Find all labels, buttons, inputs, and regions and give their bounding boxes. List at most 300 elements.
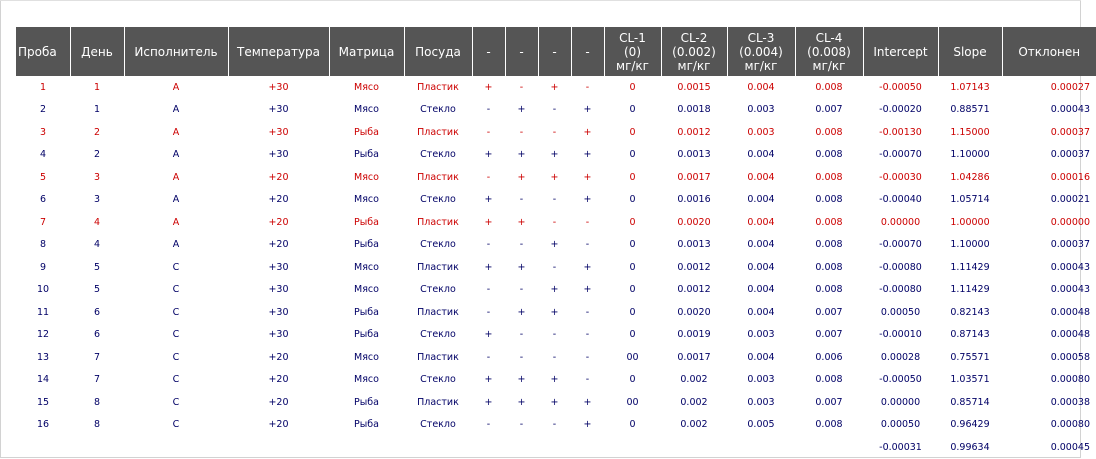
summary-cell-slope: 0.99634 xyxy=(950,441,990,453)
cell-factor-1: - xyxy=(486,104,491,116)
cell-cl-3: 0.004 xyxy=(747,239,775,251)
summary-cell-factor-3 xyxy=(538,436,571,459)
cell-factor-4: + xyxy=(583,171,592,183)
cell-vessel: Пластик xyxy=(417,171,459,183)
cell-deviation: 0.00038 xyxy=(1050,396,1090,408)
cell-factor-3: - xyxy=(552,261,557,273)
cell-cl-3: 0.004 xyxy=(747,351,775,363)
table-row xyxy=(16,234,1096,257)
cell-operator: A xyxy=(172,239,180,251)
cell-sample: 13 xyxy=(36,351,50,363)
cell-cl-3: 0.003 xyxy=(747,104,775,116)
cell-cl-4: 0.008 xyxy=(815,284,843,296)
cell-deviation: 0.00021 xyxy=(1050,194,1090,206)
col-header-cl-2: CL-2 (0.002) мг/кг xyxy=(661,27,727,76)
summary-cell-day xyxy=(70,436,124,459)
cell-day: 2 xyxy=(93,126,101,138)
cell-deviation: 0.00037 xyxy=(1050,149,1090,161)
cell-slope: 1.05714 xyxy=(950,194,990,206)
cell-cl-2: 0.002 xyxy=(680,374,708,386)
summary-cell-cl-3 xyxy=(727,436,795,459)
col-header-sample: Проба xyxy=(16,27,70,76)
cell-factor-2: + xyxy=(517,306,526,318)
cell-factor-4: + xyxy=(583,396,592,408)
cell-matrix: Мясо xyxy=(354,374,379,386)
cell-slope: 1.10000 xyxy=(950,149,990,161)
cell-cl-4: 0.007 xyxy=(815,396,843,408)
table-row xyxy=(16,414,1096,437)
cell-matrix: Мясо xyxy=(354,194,379,206)
cell-cl-4: 0.008 xyxy=(815,194,843,206)
cell-cl-3: 0.003 xyxy=(747,374,775,386)
cell-cl-1: 0 xyxy=(629,104,636,116)
cell-matrix: Мясо xyxy=(354,351,379,363)
cell-intercept: -0.00030 xyxy=(879,171,922,183)
cell-factor-4: - xyxy=(585,351,590,363)
cell-cl-2: 0.0018 xyxy=(677,104,711,116)
cell-matrix: Рыба xyxy=(354,126,379,138)
cell-day: 5 xyxy=(93,284,101,296)
cell-factor-2: - xyxy=(519,81,524,93)
cell-deviation: 0.00043 xyxy=(1050,284,1090,296)
cell-sample: 12 xyxy=(36,329,50,341)
cell-deviation: 0.00000 xyxy=(1050,216,1090,228)
cell-cl-4: 0.008 xyxy=(815,419,843,431)
cell-vessel: Пластик xyxy=(417,306,459,318)
cell-intercept: 0.00028 xyxy=(880,351,921,363)
cell-deviation: 0.00048 xyxy=(1050,329,1090,341)
cell-operator: C xyxy=(172,306,180,318)
cell-factor-4: - xyxy=(585,329,590,341)
col-header-factor-4: - xyxy=(571,27,604,76)
cell-sample: 3 xyxy=(39,126,47,138)
cell-slope: 1.15000 xyxy=(950,126,990,138)
cell-factor-3: - xyxy=(552,329,557,341)
summary-cell-deviation: 0.00045 xyxy=(1050,441,1090,453)
cell-intercept: -0.00070 xyxy=(879,149,922,161)
cell-factor-3: + xyxy=(550,171,559,183)
cell-cl-2: 0.0012 xyxy=(677,284,711,296)
cell-deviation: 0.00043 xyxy=(1050,261,1090,273)
cell-factor-3: - xyxy=(552,194,557,206)
cell-cl-1: 00 xyxy=(626,351,639,363)
table-header-row xyxy=(16,27,1096,76)
table-row xyxy=(16,144,1096,167)
cell-sample: 11 xyxy=(36,306,50,318)
cell-cl-3: 0.004 xyxy=(747,81,775,93)
cell-slope: 0.96429 xyxy=(950,419,990,431)
table-row xyxy=(16,99,1096,122)
cell-slope: 1.04286 xyxy=(950,171,990,183)
cell-factor-3: - xyxy=(552,419,557,431)
cell-intercept: 0.00000 xyxy=(880,396,921,408)
cell-factor-1: + xyxy=(484,216,493,228)
cell-sample: 16 xyxy=(36,419,50,431)
cell-vessel: Пластик xyxy=(417,216,459,228)
cell-operator: A xyxy=(172,216,180,228)
cell-intercept: -0.00070 xyxy=(879,239,922,251)
cell-day: 7 xyxy=(93,374,101,386)
cell-temperature: +20 xyxy=(268,171,289,183)
cell-cl-4: 0.008 xyxy=(815,171,843,183)
cell-cl-2: 0.0015 xyxy=(677,81,711,93)
cell-deviation: 0.00043 xyxy=(1050,104,1090,116)
cell-slope: 1.11429 xyxy=(950,261,990,273)
cell-temperature: +30 xyxy=(268,126,289,138)
table-row xyxy=(16,324,1096,347)
cell-factor-4: + xyxy=(583,261,592,273)
cell-cl-2: 0.0013 xyxy=(677,149,711,161)
cell-deviation: 0.00058 xyxy=(1050,351,1090,363)
cell-cl-4: 0.007 xyxy=(815,306,843,318)
cell-factor-1: - xyxy=(486,171,491,183)
col-header-intercept: Intercept xyxy=(863,27,938,76)
cell-cl-2: 0.0016 xyxy=(677,194,711,206)
cell-cl-2: 0.0017 xyxy=(677,171,711,183)
cell-intercept: -0.00080 xyxy=(879,284,922,296)
cell-cl-1: 0 xyxy=(629,81,636,93)
cell-day: 6 xyxy=(93,306,101,318)
cell-cl-1: 0 xyxy=(629,149,636,161)
cell-intercept: -0.00050 xyxy=(879,81,922,93)
cell-sample: 5 xyxy=(39,171,47,183)
cell-factor-3: + xyxy=(550,81,559,93)
cell-day: 7 xyxy=(93,351,101,363)
cell-cl-3: 0.004 xyxy=(747,306,775,318)
cell-sample: 9 xyxy=(39,261,47,273)
summary-row xyxy=(16,436,1096,459)
summary-cell-factor-4 xyxy=(571,436,604,459)
cell-deviation: 0.00027 xyxy=(1050,81,1090,93)
cell-slope: 0.85714 xyxy=(950,396,990,408)
cell-day: 1 xyxy=(93,104,101,116)
cell-deviation: 0.00080 xyxy=(1050,374,1090,386)
cell-cl-1: 0 xyxy=(629,239,636,251)
cell-factor-3: - xyxy=(552,216,557,228)
cell-factor-2: + xyxy=(517,396,526,408)
cell-factor-2: + xyxy=(517,261,526,273)
cell-cl-4: 0.008 xyxy=(815,126,843,138)
cell-vessel: Стекло xyxy=(420,194,456,206)
cell-cl-1: 0 xyxy=(629,261,636,273)
cell-sample: 6 xyxy=(39,194,47,206)
summary-cell-cl-1 xyxy=(604,436,661,459)
cell-operator: A xyxy=(172,149,180,161)
cell-intercept: 0.00000 xyxy=(880,216,921,228)
cell-factor-4: - xyxy=(585,239,590,251)
cell-temperature: +20 xyxy=(268,374,289,386)
cell-vessel: Стекло xyxy=(420,104,456,116)
cell-cl-2: 0.0012 xyxy=(677,261,711,273)
cell-factor-1: + xyxy=(484,261,493,273)
cell-matrix: Мясо xyxy=(354,261,379,273)
cell-cl-3: 0.003 xyxy=(747,329,775,341)
cell-factor-4: - xyxy=(585,216,590,228)
cell-factor-1: - xyxy=(486,351,491,363)
cell-vessel: Пластик xyxy=(417,81,459,93)
cell-intercept: -0.00130 xyxy=(879,126,922,138)
cell-matrix: Рыба xyxy=(354,329,379,341)
table-row xyxy=(16,301,1096,324)
cell-cl-4: 0.007 xyxy=(815,329,843,341)
cell-factor-1: - xyxy=(486,284,491,296)
cell-cl-1: 0 xyxy=(629,194,636,206)
summary-cell-temperature xyxy=(228,436,329,459)
table-row xyxy=(16,346,1096,369)
cell-slope: 1.03571 xyxy=(950,374,990,386)
col-header-factor-3: - xyxy=(538,27,571,76)
cell-cl-1: 0 xyxy=(629,171,636,183)
cell-operator: A xyxy=(172,194,180,206)
cell-factor-2: + xyxy=(517,149,526,161)
cell-factor-1: + xyxy=(484,374,493,386)
cell-deviation: 0.00037 xyxy=(1050,126,1090,138)
table-row xyxy=(16,211,1096,234)
cell-vessel: Пластик xyxy=(417,396,459,408)
cell-intercept: 0.00050 xyxy=(880,306,921,318)
cell-factor-2: - xyxy=(519,419,524,431)
cell-factor-4: + xyxy=(583,194,592,206)
summary-cell-matrix xyxy=(329,436,404,459)
summary-cell-cl-2 xyxy=(661,436,727,459)
cell-cl-4: 0.008 xyxy=(815,81,843,93)
cell-deviation: 0.00080 xyxy=(1050,419,1090,431)
summary-cell-factor-1 xyxy=(472,436,505,459)
cell-factor-1: + xyxy=(484,194,493,206)
top-divider xyxy=(0,0,1081,1)
table-row xyxy=(16,256,1096,279)
cell-cl-2: 0.002 xyxy=(680,396,708,408)
cell-operator: C xyxy=(172,261,180,273)
cell-slope: 1.00000 xyxy=(950,216,990,228)
cell-cl-2: 0.0019 xyxy=(677,329,711,341)
table-row xyxy=(16,76,1096,99)
cell-cl-3: 0.004 xyxy=(747,171,775,183)
cell-intercept: -0.00020 xyxy=(879,104,922,116)
col-header-cl-3: CL-3 (0.004) мг/кг xyxy=(727,27,795,76)
cell-temperature: +30 xyxy=(268,306,289,318)
cell-temperature: +30 xyxy=(268,329,289,341)
cell-factor-1: - xyxy=(486,306,491,318)
cell-factor-4: + xyxy=(583,149,592,161)
cell-sample: 4 xyxy=(39,149,47,161)
cell-factor-2: + xyxy=(517,171,526,183)
table-row xyxy=(16,166,1096,189)
cell-operator: A xyxy=(172,104,180,116)
cell-deviation: 0.00016 xyxy=(1050,171,1090,183)
cell-factor-4: - xyxy=(585,374,590,386)
cell-factor-4: + xyxy=(583,419,592,431)
cell-cl-4: 0.008 xyxy=(815,216,843,228)
cell-factor-3: - xyxy=(552,351,557,363)
cell-matrix: Рыба xyxy=(354,396,379,408)
cell-operator: C xyxy=(172,284,180,296)
cell-intercept: -0.00040 xyxy=(879,194,922,206)
cell-vessel: Стекло xyxy=(420,329,456,341)
cell-temperature: +20 xyxy=(268,216,289,228)
cell-factor-2: + xyxy=(517,104,526,116)
cell-vessel: Стекло xyxy=(420,419,456,431)
col-header-matrix: Матрица xyxy=(329,27,404,76)
cell-temperature: +30 xyxy=(268,104,289,116)
cell-vessel: Стекло xyxy=(420,149,456,161)
summary-cell-cl-4 xyxy=(795,436,863,459)
cell-cl-1: 0 xyxy=(629,306,636,318)
cell-factor-3: + xyxy=(550,149,559,161)
cell-factor-4: + xyxy=(583,104,592,116)
col-header-slope: Slope xyxy=(938,27,1002,76)
cell-vessel: Стекло xyxy=(420,284,456,296)
cell-matrix: Рыба xyxy=(354,216,379,228)
col-header-cl-1: CL-1 (0) мг/кг xyxy=(604,27,661,76)
cell-cl-1: 0 xyxy=(629,126,636,138)
cell-vessel: Стекло xyxy=(420,239,456,251)
cell-cl-4: 0.008 xyxy=(815,261,843,273)
results-table xyxy=(16,27,1096,459)
col-header-operator: Исполнитель xyxy=(124,27,228,76)
cell-operator: A xyxy=(172,81,180,93)
cell-slope: 1.11429 xyxy=(950,284,990,296)
cell-cl-2: 0.0020 xyxy=(677,216,711,228)
cell-matrix: Рыба xyxy=(354,149,379,161)
cell-temperature: +20 xyxy=(268,396,289,408)
cell-matrix: Мясо xyxy=(354,81,379,93)
cell-vessel: Пластик xyxy=(417,351,459,363)
table-row xyxy=(16,279,1096,302)
cell-temperature: +20 xyxy=(268,194,289,206)
cell-factor-1: + xyxy=(484,329,493,341)
cell-factor-4: - xyxy=(585,306,590,318)
cell-factor-2: + xyxy=(517,374,526,386)
cell-operator: C xyxy=(172,419,180,431)
cell-matrix: Рыба xyxy=(354,239,379,251)
cell-factor-1: - xyxy=(486,239,491,251)
cell-cl-2: 0.0020 xyxy=(677,306,711,318)
cell-factor-1: - xyxy=(486,419,491,431)
cell-day: 8 xyxy=(93,396,101,408)
cell-cl-3: 0.003 xyxy=(747,396,775,408)
cell-day: 3 xyxy=(93,194,101,206)
cell-intercept: -0.00050 xyxy=(879,374,922,386)
col-header-vessel: Посуда xyxy=(404,27,472,76)
col-header-temperature: Температура xyxy=(228,27,329,76)
cell-slope: 0.82143 xyxy=(950,306,990,318)
cell-deviation: 0.00048 xyxy=(1050,306,1090,318)
table-body xyxy=(16,76,1096,459)
cell-operator: C xyxy=(172,396,180,408)
cell-slope: 0.87143 xyxy=(950,329,990,341)
cell-factor-3: + xyxy=(550,239,559,251)
cell-matrix: Рыба xyxy=(354,306,379,318)
summary-cell-vessel xyxy=(404,436,472,459)
cell-factor-2: - xyxy=(519,239,524,251)
cell-factor-4: + xyxy=(583,284,592,296)
cell-matrix: Мясо xyxy=(354,284,379,296)
cell-temperature: +30 xyxy=(268,149,289,161)
cell-factor-2: - xyxy=(519,194,524,206)
cell-vessel: Пластик xyxy=(417,126,459,138)
cell-deviation: 0.00037 xyxy=(1050,239,1090,251)
cell-sample: 14 xyxy=(36,374,50,386)
cell-sample: 2 xyxy=(39,104,47,116)
cell-cl-3: 0.004 xyxy=(747,194,775,206)
cell-cl-1: 0 xyxy=(629,284,636,296)
cell-cl-3: 0.005 xyxy=(747,419,775,431)
cell-operator: C xyxy=(172,351,180,363)
cell-cl-1: 0 xyxy=(629,419,636,431)
cell-operator: A xyxy=(172,171,180,183)
cell-factor-3: - xyxy=(552,126,557,138)
cell-slope: 0.88571 xyxy=(950,104,990,116)
cell-day: 1 xyxy=(93,81,101,93)
cell-cl-3: 0.003 xyxy=(747,126,775,138)
cell-temperature: +20 xyxy=(268,419,289,431)
cell-factor-3: - xyxy=(552,104,557,116)
cell-day: 6 xyxy=(93,329,101,341)
cell-day: 5 xyxy=(93,261,101,273)
cell-cl-1: 0 xyxy=(629,374,636,386)
cell-matrix: Мясо xyxy=(354,104,379,116)
cell-cl-1: 0 xyxy=(629,216,636,228)
cell-temperature: +30 xyxy=(268,261,289,273)
cell-cl-4: 0.006 xyxy=(815,351,843,363)
cell-cl-3: 0.004 xyxy=(747,149,775,161)
cell-slope: 1.07143 xyxy=(950,81,990,93)
cell-slope: 0.75571 xyxy=(950,351,990,363)
summary-cell-factor-2 xyxy=(505,436,538,459)
cell-sample: 10 xyxy=(36,284,50,296)
cell-day: 4 xyxy=(93,216,101,228)
summary-cell-operator xyxy=(124,436,228,459)
cell-factor-2: - xyxy=(519,284,524,296)
cell-factor-1: + xyxy=(484,396,493,408)
cell-day: 3 xyxy=(93,171,101,183)
cell-factor-2: - xyxy=(519,351,524,363)
cell-day: 4 xyxy=(93,239,101,251)
cell-temperature: +30 xyxy=(268,284,289,296)
col-header-factor-2: - xyxy=(505,27,538,76)
cell-factor-3: + xyxy=(550,284,559,296)
summary-cell-intercept: -0.00031 xyxy=(879,441,922,453)
cell-factor-1: - xyxy=(486,126,491,138)
col-header-factor-1: - xyxy=(472,27,505,76)
cell-day: 2 xyxy=(93,149,101,161)
table-row xyxy=(16,369,1096,392)
cell-cl-4: 0.008 xyxy=(815,239,843,251)
cell-factor-3: + xyxy=(550,374,559,386)
cell-intercept: 0.00050 xyxy=(880,419,921,431)
cell-sample: 15 xyxy=(36,396,50,408)
col-header-cl-4: CL-4 (0.008) мг/кг xyxy=(795,27,863,76)
summary-cell-sample xyxy=(16,436,70,459)
cell-temperature: +20 xyxy=(268,351,289,363)
table-row xyxy=(16,121,1096,144)
cell-cl-1: 00 xyxy=(626,396,639,408)
cell-cl-2: 0.0017 xyxy=(677,351,711,363)
cell-factor-2: + xyxy=(517,216,526,228)
cell-factor-2: - xyxy=(519,126,524,138)
table-row xyxy=(16,391,1096,414)
cell-vessel: Пластик xyxy=(417,261,459,273)
cell-factor-3: + xyxy=(550,396,559,408)
cell-sample: 1 xyxy=(39,81,47,93)
cell-slope: 1.10000 xyxy=(950,239,990,251)
cell-cl-3: 0.004 xyxy=(747,216,775,228)
cell-matrix: Мясо xyxy=(354,171,379,183)
cell-factor-1: + xyxy=(484,149,493,161)
cell-factor-3: + xyxy=(550,306,559,318)
cell-operator: C xyxy=(172,374,180,386)
